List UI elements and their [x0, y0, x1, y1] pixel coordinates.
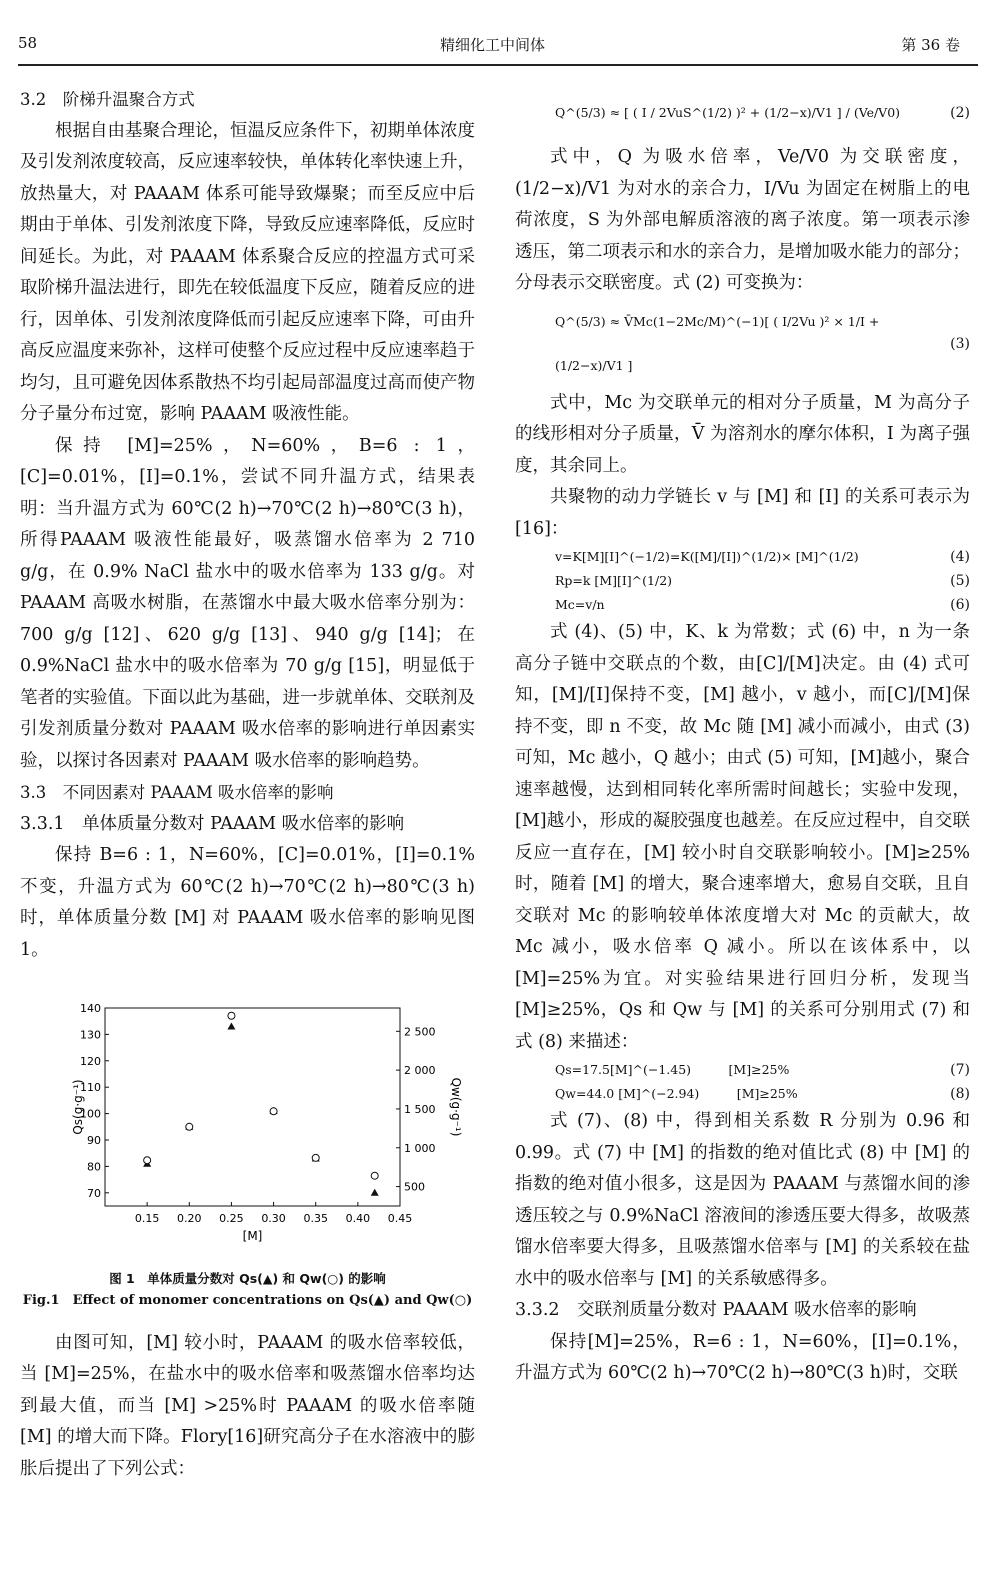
equation-7	[515, 1058, 970, 1082]
equation-number: (3)	[950, 335, 970, 352]
paragraph: 式 (4)、(5) 中，K、k 为常数；式 (6) 中，n 为一条高分子链中交联点的个数，由[C]/[M]决定。由 (4) 式可知，[M]/[I]保持不变，[M] 越小，v 越小，而[C]/[M]保持不变，即 n 不变，故 Mc 随 [M] 减小而减小，由式 (3) 可知，Mc 越小，Q 越小；由式 (5) 可知，[M]越小，聚合速率越慢，达到相同转化率所需时间越长；实验中发现，[M]越小，形成的凝胶强度也越差。在反应过程中，自交联反应一直存在，[M] 较小时自交联影响较小。[M]≥25%时，随着 [M] 的增大，聚合速率增大，愈易自交联，且自交联对 Mc 的影响较单体浓度增大对 Mc 的贡献大，故 Mc 减小，吸水倍率 Q 减小。所以在该体系中，以 [M]=25%为宜。对实验结果进行回归分析，发现当 [M]≥25%，Qs 和 Qw 与 [M] 的关系可分别用式 (7) 和式 (8) 来描述：	[515, 622, 970, 1052]
qw-point	[312, 1154, 319, 1161]
equation-number: (8)	[950, 1086, 970, 1102]
section-3-3-title: 3.3 不同因素对 PAAAM 吸水倍率的影响	[20, 783, 334, 802]
equation-text: Rp=k [M][I]^(1/2)	[555, 573, 673, 588]
figure-1-chart	[20, 996, 475, 1256]
y-right-tick-label: 2 000	[404, 1064, 436, 1078]
figure-caption-cn: 图 1 单体质量分数对 Qs(▲) 和 Qw(○) 的影响	[109, 1270, 386, 1286]
y-left-tick-label: 70	[87, 1186, 101, 1200]
equation-4	[515, 545, 970, 569]
qw-point	[270, 1108, 277, 1115]
qs-point	[371, 1189, 379, 1196]
x-tick-label: 0.25	[219, 1212, 244, 1225]
paragraph: 保持[M]=25%，R=6 : 1，N=60%，[I]=0.1%，升温方式为 60℃(2 h)→70℃(2 h)→80℃(3 h)时，交联	[515, 1331, 970, 1383]
qw-point	[371, 1172, 378, 1179]
x-tick-label: 0.30	[261, 1212, 286, 1225]
equation-8	[515, 1082, 970, 1106]
page-number: 58	[18, 34, 38, 52]
right-column	[515, 84, 970, 1390]
equation-number: (7)	[950, 1062, 970, 1078]
x-axis-label: [M]	[242, 1229, 263, 1243]
equation-3	[515, 300, 970, 388]
paragraph: 由图可知，[M] 较小时，PAAAM 的吸水倍率较低，当 [M]=25%，在盐水中的吸水倍率和吸蒸馏水倍率均达到最大值，而当 [M] >25%时 PAAAM 的吸水倍率随 [M] 的增大而下降。Flory[16]研究高分子在水溶液中的膨胀后提出了下列公式：	[20, 1332, 475, 1479]
y-right-axis-label: Qw(g·g⁻¹)	[449, 1077, 463, 1137]
x-tick-label: 0.45	[387, 1212, 413, 1225]
y-right-tick-label: 1 000	[404, 1141, 436, 1155]
figure-caption-en: Fig.1 Effect of monomer concentrations on Qs(▲) and Qw(○)	[22, 1292, 473, 1308]
y-left-tick-label: 130	[80, 1028, 101, 1042]
equation-text: Q^(5/3) ≈ [ ( I / 2VuS^(1/2) )² + (1/2−x)/V1 ] / (Ve/V0)	[555, 105, 901, 120]
paragraph: 保持 [M]=25%，N=60%，B=6 : 1，[C]=0.01%，[I]=0.1%，尝试不同升温方式，结果表明：当升温方式为 60℃(2 h)→70℃(2 h)→80℃(3 h)，所得PAAAM 吸液性能最好，吸蒸馏水倍率为 2 710 g/g，在 0.9% NaCl 盐水中的吸水倍率为 133 g/g。对PAAAM 高吸水树脂，在蒸馏水中最大吸水倍率分别为：700 g/g [12]、620 g/g [13]、940 g/g [14]；在 0.9%NaCl 盐水中的吸水倍率为 70 g/g [15]，明显低于笔者的实验值。下面以此为基础，进一步就单体、交联剂及引发剂质量分数对 PAAAM 吸水倍率的影响进行单因素实验，以探讨各因素对 PAAAM 吸水倍率的影响趋势。	[20, 435, 475, 771]
y-left-tick-label: 80	[87, 1160, 101, 1174]
plot-frame	[105, 1008, 400, 1206]
y-right-tick-label: 500	[404, 1180, 425, 1194]
y-left-tick-label: 110	[80, 1081, 101, 1095]
x-tick-label: 0.20	[177, 1212, 202, 1225]
equation-text: Mc=v/n	[555, 597, 605, 612]
figure-1	[20, 996, 475, 1312]
x-tick-label: 0.40	[345, 1212, 371, 1225]
section-3-2-title: 3.2 阶梯升温聚合方式	[20, 90, 195, 109]
paragraph: 式中，Q 为吸水倍率，Ve/V0 为交联密度，(1/2−x)/V1 为对水的亲合力，I/Vu 为固定在树脂上的电荷浓度，S 为外部电解质溶液的离子浓度。第一项表示渗透压，第二项表示和水的亲合力，是增加吸水能力的部分；分母表示交联密度。式 (2) 可变换为：	[515, 147, 970, 293]
y-left-tick-label: 100	[80, 1107, 101, 1121]
equation-number: (4)	[950, 549, 970, 565]
paragraph: 式 (7)、(8) 中，得到相关系数 R 分别为 0.96 和 0.99。式 (7) 中 [M] 的指数的绝对值比式 (8) 中 [M] 的指数的绝对值小很多，这是因为 PAAAM 与蒸馏水间的渗透压较之与 0.9%NaCl 溶液间的渗透压要大得多，故吸蒸馏水倍率要大得多，且吸蒸馏水倍率与 [M] 的关系较在盐水中的吸水倍率与 [M] 的关系敏感得多。	[515, 1111, 970, 1289]
y-left-tick-label: 140	[80, 1002, 101, 1015]
y-right-tick-label: 1 500	[404, 1102, 436, 1116]
paragraph: 根据自由基聚合理论，恒温反应条件下，初期单体浓度及引发剂浓度较高，反应速率较快，单体转化率快速上升，放热量大，对 PAAAM 体系可能导致爆聚；而至反应中后期由于单体、引发剂浓度下降，导致反应速率降低，反应时间延长。为此，对 PAAAM 体系聚合反应的控温方式可采取阶梯升温法进行，即先在较低温度下反应，随着反应的进行，因单体、引发剂浓度降低而引起反应速率下降，可由升高反应温度来弥补，这样可使整个反应过程中反应速率趋于均匀，且可避免因体系散热不均引起局部温度过高而使产物分子量分布过宽，影响 PAAAM 吸液性能。	[20, 120, 475, 424]
equation-text: v=K[M][I]^(−1/2)=K([M]/[I])^(1/2)× [M]^(1/2)	[555, 549, 859, 564]
paragraph: 式中，Mc 为交联单元的相对分子质量，M 为高分子的线形相对分子质量，V̄ 为溶剂水的摩尔体积，I 为离子强度，其余同上。	[515, 392, 970, 476]
qs-point	[227, 1022, 235, 1029]
qw-point	[228, 1012, 235, 1019]
paragraph: 保持 B=6 : 1，N=60%，[C]=0.01%，[I]=0.1%不变，升温方式为 60℃(2 h)→70℃(2 h)→80℃(3 h)时，单体质量分数 [M] 对 PAAAM 吸水倍率的影响见图 1。	[20, 845, 475, 960]
x-tick-label: 0.35	[303, 1212, 328, 1225]
y-left-axis-label: Qs(g·g⁻¹)	[71, 1079, 85, 1135]
section-3-3-2-title: 3.3.2 交联剂质量分数对 PAAAM 吸水倍率的影响	[515, 1300, 917, 1320]
equation-number: (2)	[950, 105, 970, 121]
equation-2	[515, 84, 970, 142]
equation-text: Qs=17.5[M]^(−1.45) [M]≥25%	[555, 1062, 790, 1077]
left-column	[20, 84, 475, 1485]
volume-label: 第 36 卷	[901, 36, 960, 54]
y-left-tick-label: 90	[87, 1134, 101, 1147]
equation-number: (5)	[950, 573, 970, 589]
section-3-3-1-title: 3.3.1 单体质量分数对 PAAAM 吸水倍率的影响	[20, 813, 405, 834]
equation-5	[515, 569, 970, 593]
y-right-tick-label: 2 500	[404, 1025, 436, 1039]
qw-point	[186, 1123, 193, 1130]
header-rule	[18, 64, 978, 66]
equation-number: (6)	[950, 597, 970, 613]
journal-title: 精细化工中间体	[440, 36, 546, 54]
equation-text: Qw=44.0 [M]^(−2.94) [M]≥25%	[555, 1086, 798, 1101]
equation-6	[515, 593, 970, 617]
x-tick-label: 0.15	[134, 1212, 160, 1225]
equation-text: Q^(5/3) ≈ V̄Mc(1−2Mc/M)^(−1)[ ( I/2Vu )² × 1/I + (1/2−x)/V1 ]	[555, 313, 880, 373]
y-left-tick-label: 120	[80, 1054, 101, 1068]
qw-point	[144, 1157, 151, 1164]
paragraph: 共聚物的动力学链长 v 与 [M] 和 [I] 的关系可表示为[16]：	[515, 487, 970, 539]
